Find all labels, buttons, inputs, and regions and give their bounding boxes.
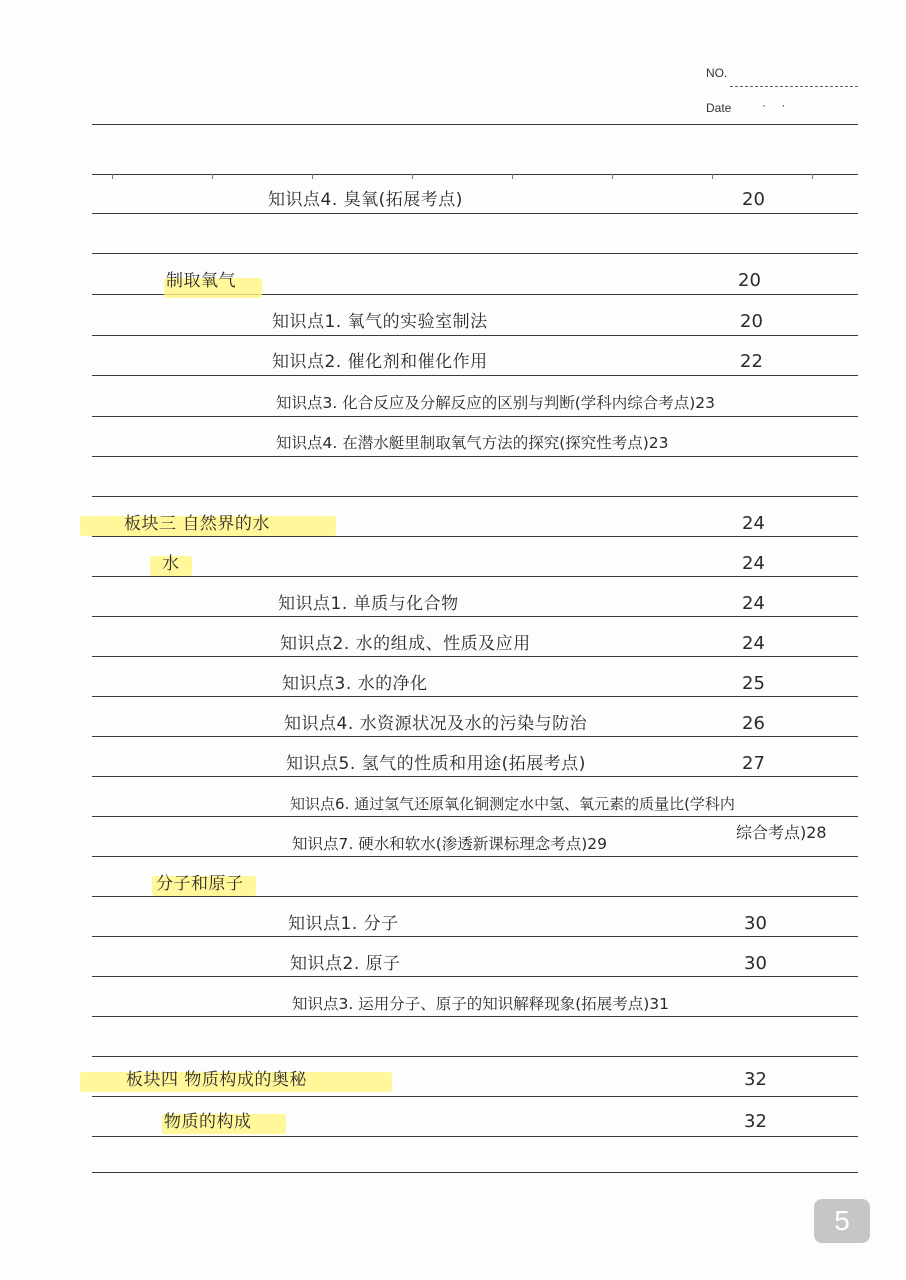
date-dots: · · <box>762 98 792 112</box>
margin-ticks <box>92 174 858 180</box>
entry-title: 知识点1. 分子 <box>288 914 399 934</box>
entry-page: 20 <box>740 311 763 332</box>
date-label: Date <box>706 101 732 115</box>
toc-entry <box>0 988 906 1018</box>
entry-title: 知识点6. 通过氢气还原氧化铜测定水中氢、氧元素的质量比(学科内 <box>290 795 735 813</box>
entry-page: 26 <box>742 713 765 734</box>
entry-page: 22 <box>740 351 763 372</box>
entry-title: 板块四 物质构成的奥秘 <box>126 1070 307 1090</box>
toc-entry <box>0 748 906 778</box>
entry-title: 知识点4. 在潜水艇里制取氧气方法的探究(探究性考点)23 <box>276 434 669 452</box>
entry-title: 制取氧气 <box>166 271 236 291</box>
toc-section <box>0 868 906 898</box>
entry-title: 知识点7. 硬水和软水(渗透新课标理念考点)29 <box>292 835 608 853</box>
page-number-badge: 5 <box>814 1199 870 1243</box>
entry-title: 知识点3. 化合反应及分解反应的区别与判断(学科内综合考点)23 <box>276 394 716 412</box>
ruled-line <box>92 496 858 497</box>
toc-part <box>0 1064 906 1094</box>
entry-title: 水 <box>162 554 180 574</box>
entry-page: 32 <box>744 1069 767 1090</box>
toc-entry <box>0 184 906 214</box>
toc-section <box>0 548 906 578</box>
entry-title: 板块三 自然界的水 <box>124 514 270 534</box>
toc-entry <box>0 387 906 417</box>
toc-part <box>0 508 906 538</box>
entry-page: 24 <box>742 593 765 614</box>
entry-page: 24 <box>742 513 765 534</box>
ruled-line <box>92 1136 858 1137</box>
ruled-line <box>92 1096 858 1097</box>
toc-entry <box>0 628 906 658</box>
entry-title: 知识点4. 水资源状况及水的污染与防治 <box>284 714 588 734</box>
number-label: NO. <box>706 66 728 80</box>
entry-page: 32 <box>744 1111 767 1132</box>
entry-title: 知识点2. 水的组成、性质及应用 <box>280 634 531 654</box>
toc-section <box>0 1106 906 1136</box>
ruled-line <box>92 1056 858 1057</box>
entry-title: 知识点2. 原子 <box>290 954 401 974</box>
toc-entry <box>0 788 906 818</box>
entry-title: 知识点4. 臭氧(拓展考点) <box>268 190 463 210</box>
entry-page: 20 <box>738 270 761 291</box>
entry-page: 24 <box>742 633 765 654</box>
number-line <box>730 86 858 87</box>
toc-entry <box>0 427 906 457</box>
entry-page: 20 <box>742 189 765 210</box>
toc-entry <box>0 948 906 978</box>
entry-title: 知识点1. 单质与化合物 <box>278 594 459 614</box>
entry-title: 分子和原子 <box>156 874 244 894</box>
entry-page: 30 <box>744 953 767 974</box>
entry-title: 知识点3. 水的净化 <box>282 674 428 694</box>
entry-page: 27 <box>742 753 765 774</box>
toc-entry <box>0 588 906 618</box>
ruled-line <box>92 124 858 125</box>
entry-page: 24 <box>742 553 765 574</box>
ruled-line <box>92 253 858 254</box>
entry-page: 25 <box>742 673 765 694</box>
entry-continuation: 综合考点)28 <box>736 823 827 842</box>
toc-entry <box>0 346 906 376</box>
toc-entry <box>0 306 906 336</box>
entry-title: 知识点5. 氢气的性质和用途(拓展考点) <box>286 754 586 774</box>
toc-section <box>0 265 906 295</box>
entry-title: 知识点2. 催化剂和催化作用 <box>272 352 488 372</box>
toc-entry <box>0 708 906 738</box>
ruled-line <box>92 1172 858 1173</box>
entry-title: 知识点3. 运用分子、原子的知识解释现象(拓展考点)31 <box>292 995 670 1013</box>
entry-page: 30 <box>744 913 767 934</box>
toc-entry <box>0 908 906 938</box>
toc-entry <box>0 668 906 698</box>
entry-title: 知识点1. 氧气的实验室制法 <box>272 312 488 332</box>
entry-title: 物质的构成 <box>164 1112 252 1132</box>
